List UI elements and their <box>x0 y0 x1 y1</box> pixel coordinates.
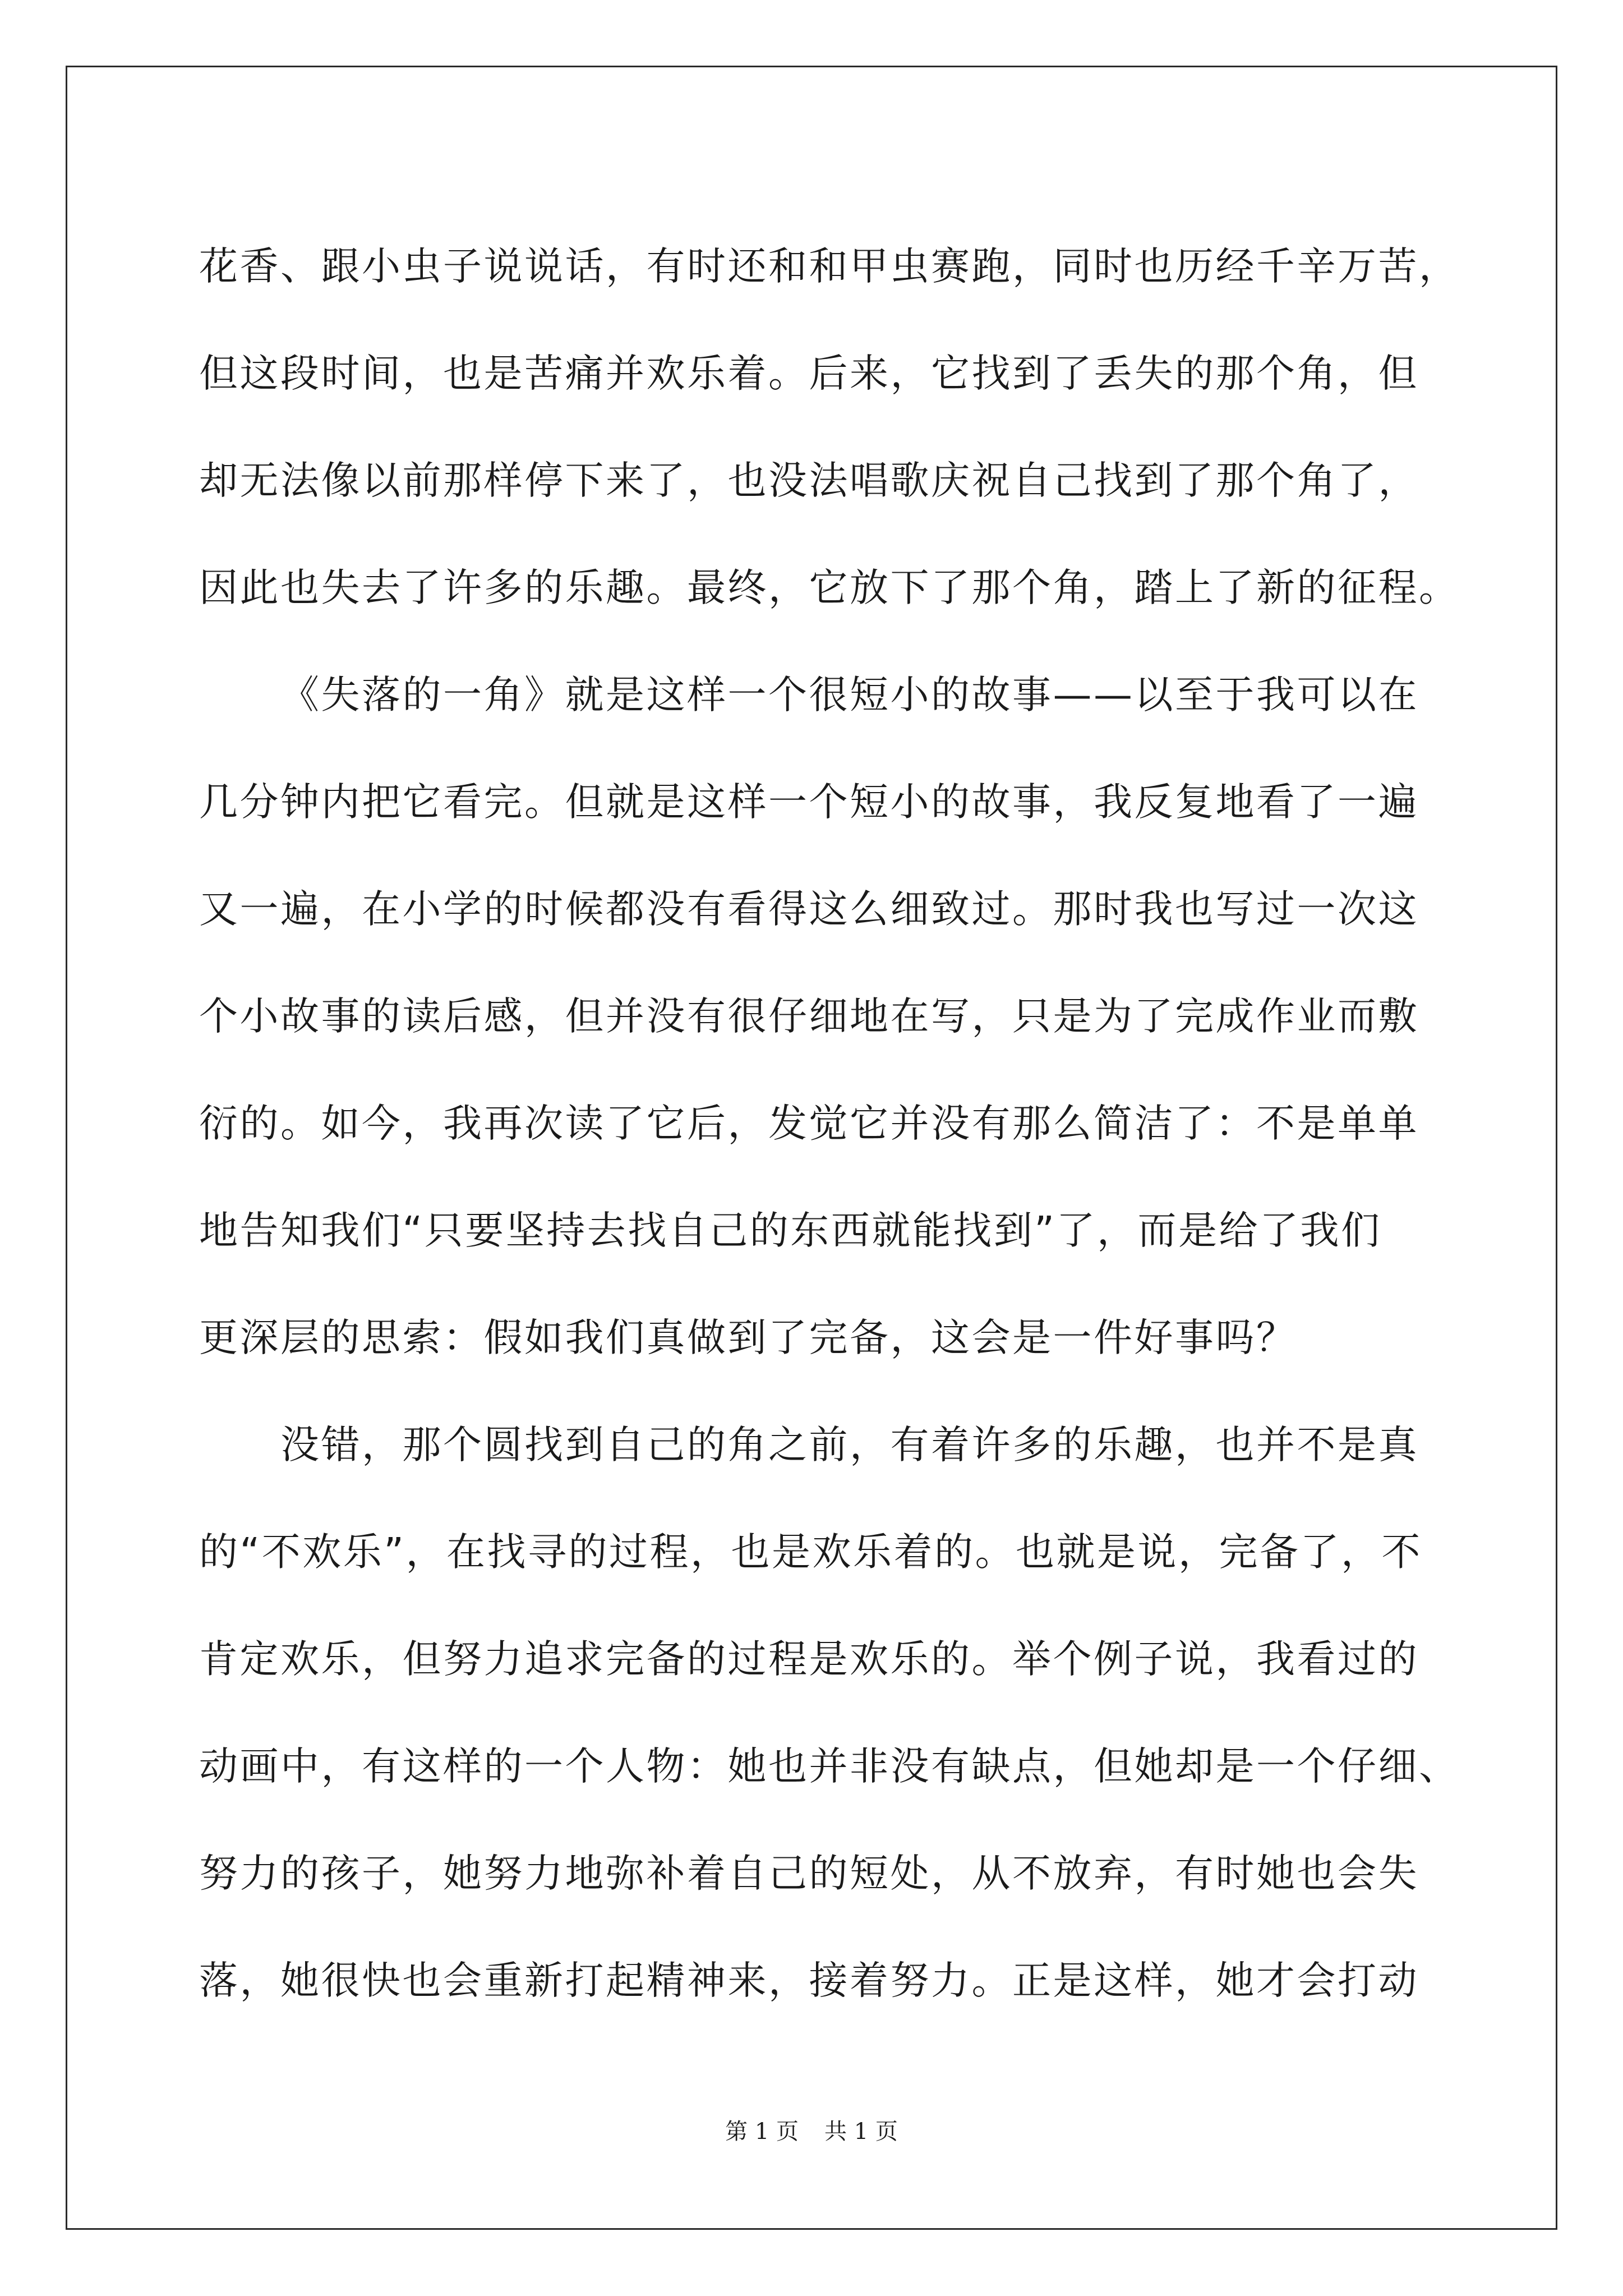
text-line: 因此也失去了许多的乐趣。最终，它放下了那个角，踏上了新的征程。 <box>199 565 1460 610</box>
page-footer <box>0 2114 1623 2146</box>
text-line: 努力的孩子，她努力地弥补着自己的短处，从不放弃，有时她也会失 <box>199 1851 1419 1896</box>
text-line: 衍的。如今，我再次读了它后，发觉它并没有那么简洁了：不是单单 <box>199 1101 1419 1146</box>
page-number: 第 1 页 <box>725 2119 799 2145</box>
text-line: 个小故事的读后感，但并没有很仔细地在写，只是为了完成作业而敷 <box>199 994 1419 1039</box>
text-line: 却无法像以前那样停下来了，也没法唱歌庆祝自己找到了那个角了， <box>199 458 1419 503</box>
paragraph-start-line: 没错，那个圆找到自己的角之前，有着许多的乐趣，也并不是真 <box>280 1423 1419 1467</box>
text-line: 但这段时间，也是苦痛并欢乐着。后来，它找到了丢失的那个角，但 <box>199 351 1419 396</box>
text-line: 又一遍，在小学的时候都没有看得这么细致过。那时我也写过一次这 <box>199 887 1419 932</box>
document-body <box>199 213 1460 2035</box>
text-line: 的“不欢乐”，在找寻的过程，也是欢乐着的。也就是说，完备了，不 <box>199 1530 1422 1575</box>
text-line: 花香、跟小虫子说说话，有时还和和甲虫赛跑，同时也历经千辛万苦， <box>199 244 1460 289</box>
text-line: 更深层的思索：假如我们真做到了完备，这会是一件好事吗？ <box>199 1315 1297 1360</box>
text-line: 肯定欢乐，但努力追求完备的过程是欢乐的。举个例子说，我看过的 <box>199 1637 1419 1682</box>
text-line: 落，她很快也会重新打起精神来，接着努力。正是这样，她才会打动 <box>199 1958 1419 2003</box>
paragraph-start-line: 《失落的一角》就是这样一个很短小的故事——以至于我可以在 <box>280 673 1419 717</box>
text-line: 地告知我们“只要坚持去找自己的东西就能找到”了，而是给了我们 <box>199 1208 1382 1253</box>
text-line: 几分钟内把它看完。但就是这样一个短小的故事，我反复地看了一遍 <box>199 780 1419 825</box>
text-line: 动画中，有这样的一个人物：她也并非没有缺点，但她却是一个仔细、 <box>199 1744 1460 1789</box>
page-total: 共 1 页 <box>824 2119 898 2145</box>
